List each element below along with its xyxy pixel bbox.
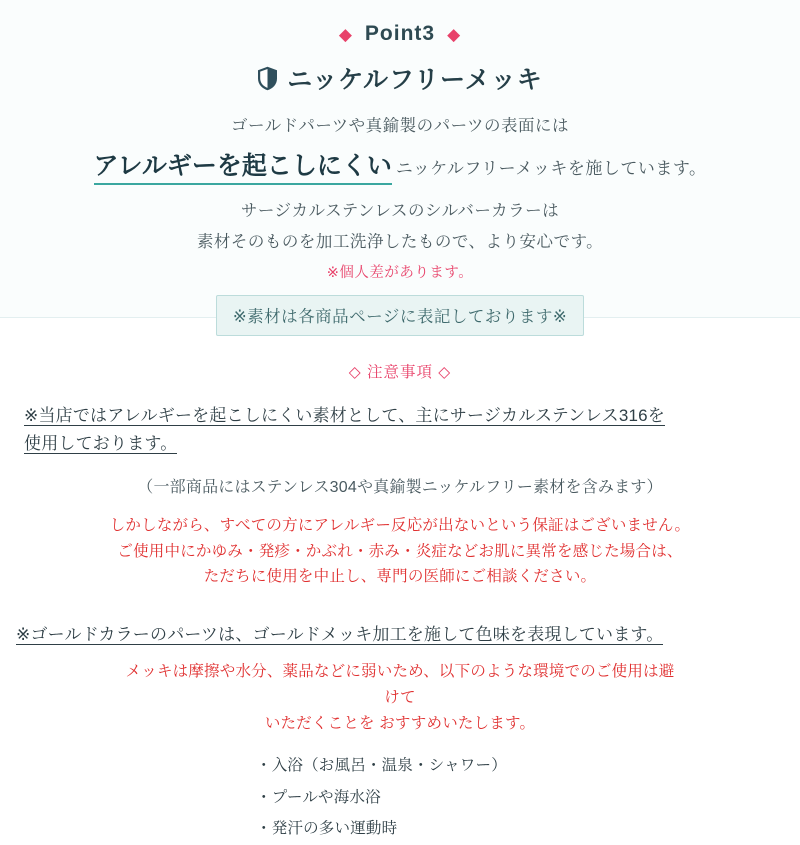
material-subnote: （一部商品にはステンレス304や真鍮製ニッケルフリー素材を含みます） (137, 479, 663, 497)
list-item: ・プールや海水浴 (256, 788, 381, 806)
caution-block-gold (10, 620, 790, 845)
material-tag-box: ※素材は各商品ページに表記しております※ (216, 295, 584, 336)
allergy-warning-line-1: しかしながら、すべての方にアレルギー反応が出ないという保証はございません。 (109, 517, 691, 535)
caution-block-material (10, 402, 790, 590)
sub-line-2: 素材そのものを加工洗浄したもので、より安心です。 (196, 233, 604, 251)
cautions-title: ◇ 注意事項 ◇ (348, 364, 452, 381)
point-panel (0, 0, 800, 326)
point-title (0, 22, 800, 46)
diamond-left-icon: ◆ (338, 24, 353, 44)
material-underline-text-1: ※当店ではアレルギーを起こしにくい素材として、主にサージカルステンレス316を (24, 406, 665, 425)
list-item: ・入浴（お風呂・温泉・シャワー） (256, 756, 507, 774)
individual-difference-note: ※個人差があります。 (326, 265, 474, 281)
emphasis-tail-text: ニッケルフリーメッキを施しています。 (395, 159, 707, 178)
avoid-situations-list (10, 750, 790, 845)
plating-warning (10, 659, 790, 738)
point-label: Point3 (364, 22, 436, 45)
point-heading-text: ニッケルフリーメッキ (287, 66, 543, 94)
cautions-section (0, 318, 800, 845)
sub-line-1: サージカルステンレスのシルバーカラーは (240, 202, 560, 220)
emphasis-strong-text: アレルギーを起こしにくい (94, 146, 392, 185)
allergy-warning (10, 513, 790, 590)
list-item: ・発汗の多い運動時 (256, 820, 398, 838)
plating-warning-line-1: メッキは摩擦や水分、薬品などに弱いため、以下のような環境でのご使用は避けて (125, 662, 675, 707)
gold-underline-line (10, 620, 790, 645)
material-underline-line-1 (10, 402, 790, 430)
emphasis-line (0, 146, 800, 185)
gold-underline-text: ※ゴールドカラーのパーツは、ゴールドメッキ加工を施して色味を表現しています。 (16, 624, 664, 644)
material-underline-line-2 (10, 430, 790, 458)
diamond-right-icon: ◆ (447, 24, 462, 44)
lead-line: ゴールドパーツや真鍮製のパーツの表面には (230, 117, 570, 135)
shield-icon (257, 66, 278, 91)
material-underline-text-2: 使用しております。 (24, 434, 178, 454)
point-heading (0, 60, 800, 96)
allergy-warning-line-2: ご使用中にかゆみ・発疹・かぶれ・赤み・炎症などお肌に異常を感じた場合は、 (117, 542, 683, 560)
plating-warning-line-2: いただくことを おすすめいたします。 (264, 715, 536, 733)
allergy-warning-line-3: ただちに使用を中止し、専門の医師にご相談ください。 (203, 568, 597, 586)
